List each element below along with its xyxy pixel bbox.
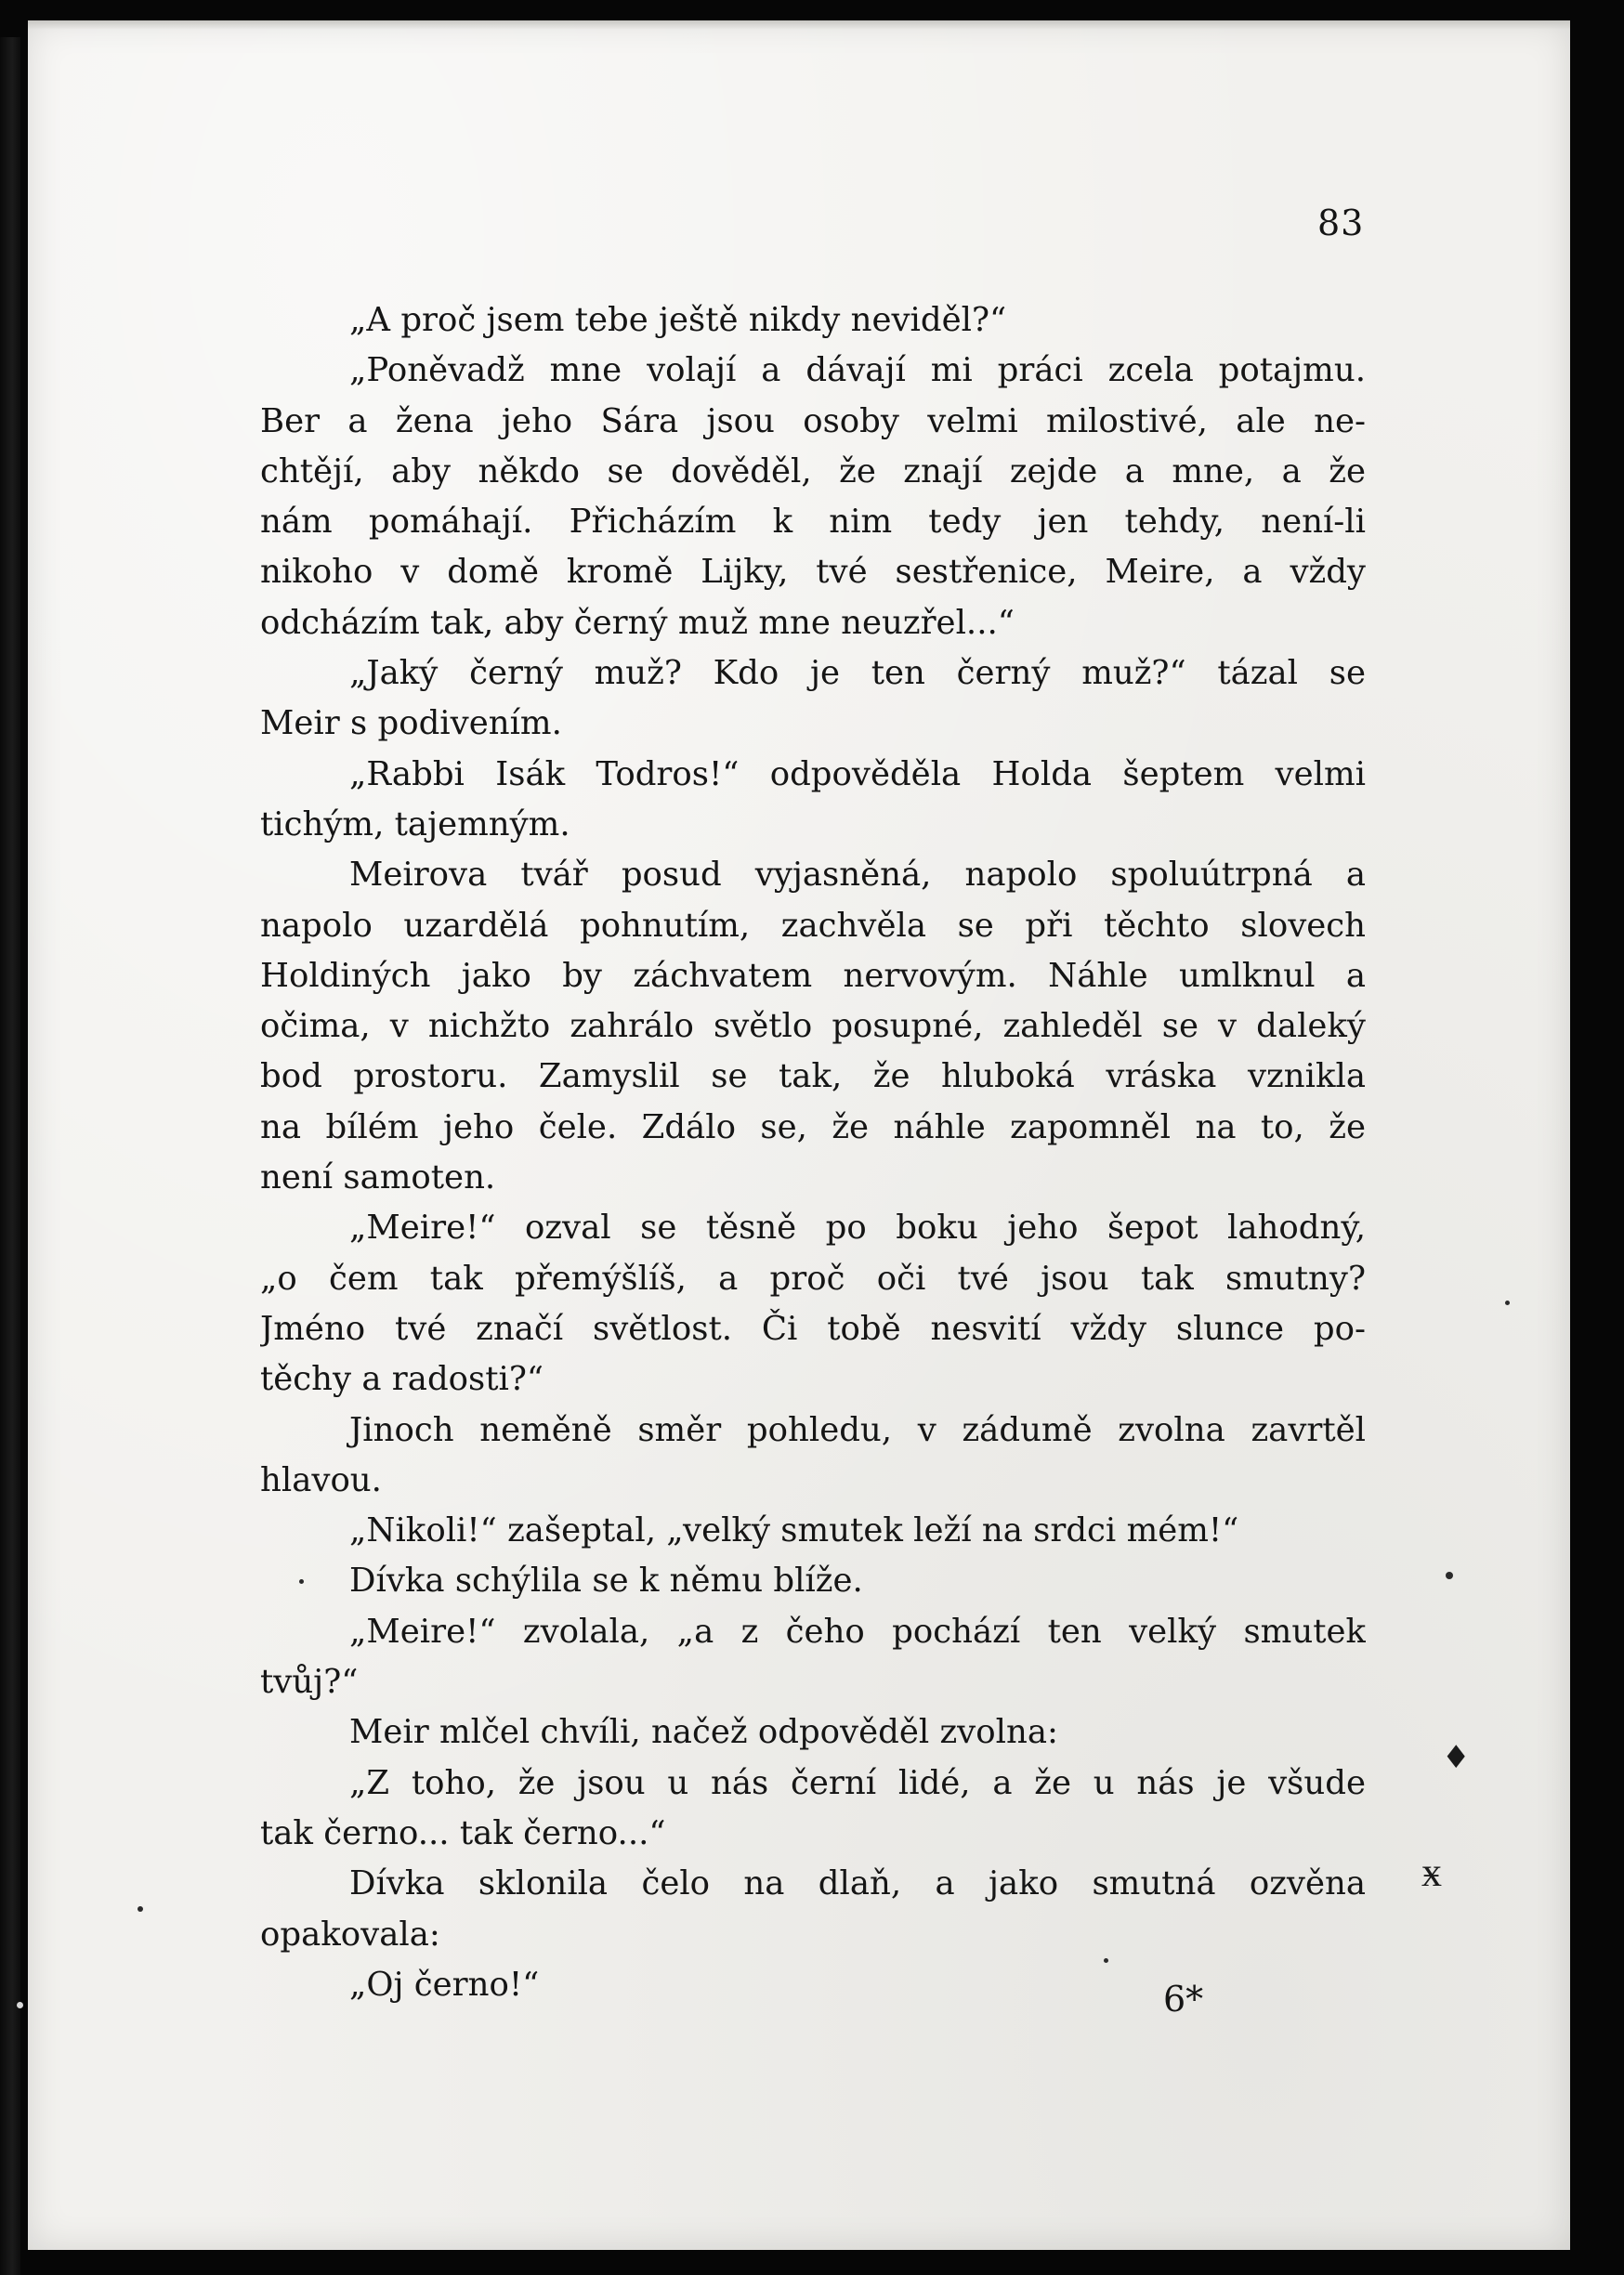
text-line: tak černo... tak černo...“: [260, 1813, 666, 1852]
text-line: „A proč jsem tebe ještě nikdy neviděl?“: [349, 301, 1007, 339]
scan-speck: [299, 1579, 304, 1584]
text-line: „o čem tak přemýšlíš, a proč oči tvé jsou tak smutny?: [260, 1259, 1366, 1298]
text-line: bod prostoru. Zamyslil se tak, že hluboká vráska vznikla: [260, 1057, 1366, 1096]
text-line: Meirova tvář posud vyjasněná, napolo spoluútrpná a: [349, 856, 1366, 895]
text-line: těchy a radosti?“: [260, 1360, 544, 1399]
text-line: na bílém jeho čele. Zdálo se, že náhle zapomněl na to, že: [260, 1107, 1366, 1146]
page-top-edge: [28, 20, 1570, 30]
text-line: „Z toho, že jsou u nás černí lidé, a že u nás je všude: [349, 1763, 1366, 1802]
text-line: tvůj?“: [260, 1663, 359, 1702]
text-line: chtějí, aby někdo se dověděl, že znají zejde a mne, a že: [260, 451, 1366, 490]
text-line: „Nikoli!“ zašeptal, „velký smutek leží na srdci mém!“: [349, 1511, 1239, 1550]
text-line: Holdiných jako by záchvatem nervovým. Náhle umlknul a: [260, 956, 1366, 995]
text-line: opakovala:: [260, 1915, 440, 1954]
margin-pencil-mark: ♦: [1442, 1739, 1471, 1776]
text-line: Jinoch neměně směr pohledu, v zádumě zvolna zavrtěl: [349, 1410, 1366, 1449]
text-line: „Oj černo!“: [349, 1965, 540, 2004]
text-line: „Poněvadž mne volají a dávají mi práci zcela potajmu.: [349, 351, 1366, 390]
text-line: hlavou.: [260, 1460, 382, 1499]
text-line: „Rabbi Isák Todros!“ odpověděla Holda šeptem velmi: [349, 754, 1366, 793]
book-spine-shadow: [0, 37, 20, 2275]
scan-speck: [17, 2002, 23, 2008]
text-line: „Jaký černý muž? Kdo je ten černý muž?“ tázal se: [349, 654, 1366, 693]
page-number: 83: [1317, 203, 1365, 243]
text-line: Meir mlčel chvíli, načež odpověděl zvolna:: [349, 1713, 1058, 1752]
scan-speck: [1446, 1572, 1453, 1579]
text-line: tichým, tajemným.: [260, 804, 570, 843]
text-line: napolo uzardělá pohnutím, zachvěla se při těchto slovech: [260, 906, 1366, 945]
scan-speck: [1104, 1958, 1108, 1963]
text-line: Meir s podivením.: [260, 704, 562, 743]
body-text: [260, 295, 1366, 2010]
printer-signature-mark: 6*: [1163, 1979, 1204, 2020]
text-line: „Meire!“ zvolala, „a z čeho pochází ten velký smutek: [349, 1612, 1366, 1651]
scan-speck: [1505, 1301, 1510, 1305]
text-line: očima, v nichžto zahrálo světlo posupné, zahleděl se v daleký: [260, 1007, 1366, 1046]
text-line: Dívka sklonila čelo na dlaň, a jako smutná ozvěna: [349, 1864, 1366, 1903]
text-line: není samoten.: [260, 1158, 496, 1197]
text-line: nikoho v domě kromě Lijky, tvé sestřenice, Meire, a vždy: [260, 553, 1366, 592]
text-line: nám pomáhají. Přicházím k nim tedy jen tehdy, není-li: [260, 503, 1366, 542]
text-line: Ber a žena jeho Sára jsou osoby velmi milostivé, ale ne-: [260, 401, 1366, 440]
text-line: „Meire!“ ozval se těsně po boku jeho šepot lahodný,: [349, 1209, 1366, 1248]
text-line: Jméno tvé značí světlost. Či tobě nesvití vždy slunce po-: [260, 1309, 1366, 1348]
margin-pencil-cross: ӿ: [1421, 1849, 1442, 1896]
text-line: Dívka schýlila se k němu blíže.: [349, 1562, 863, 1601]
text-line: odcházím tak, aby černý muž mne neuzřel...“: [260, 603, 1015, 642]
scan-speck: [138, 1906, 143, 1912]
